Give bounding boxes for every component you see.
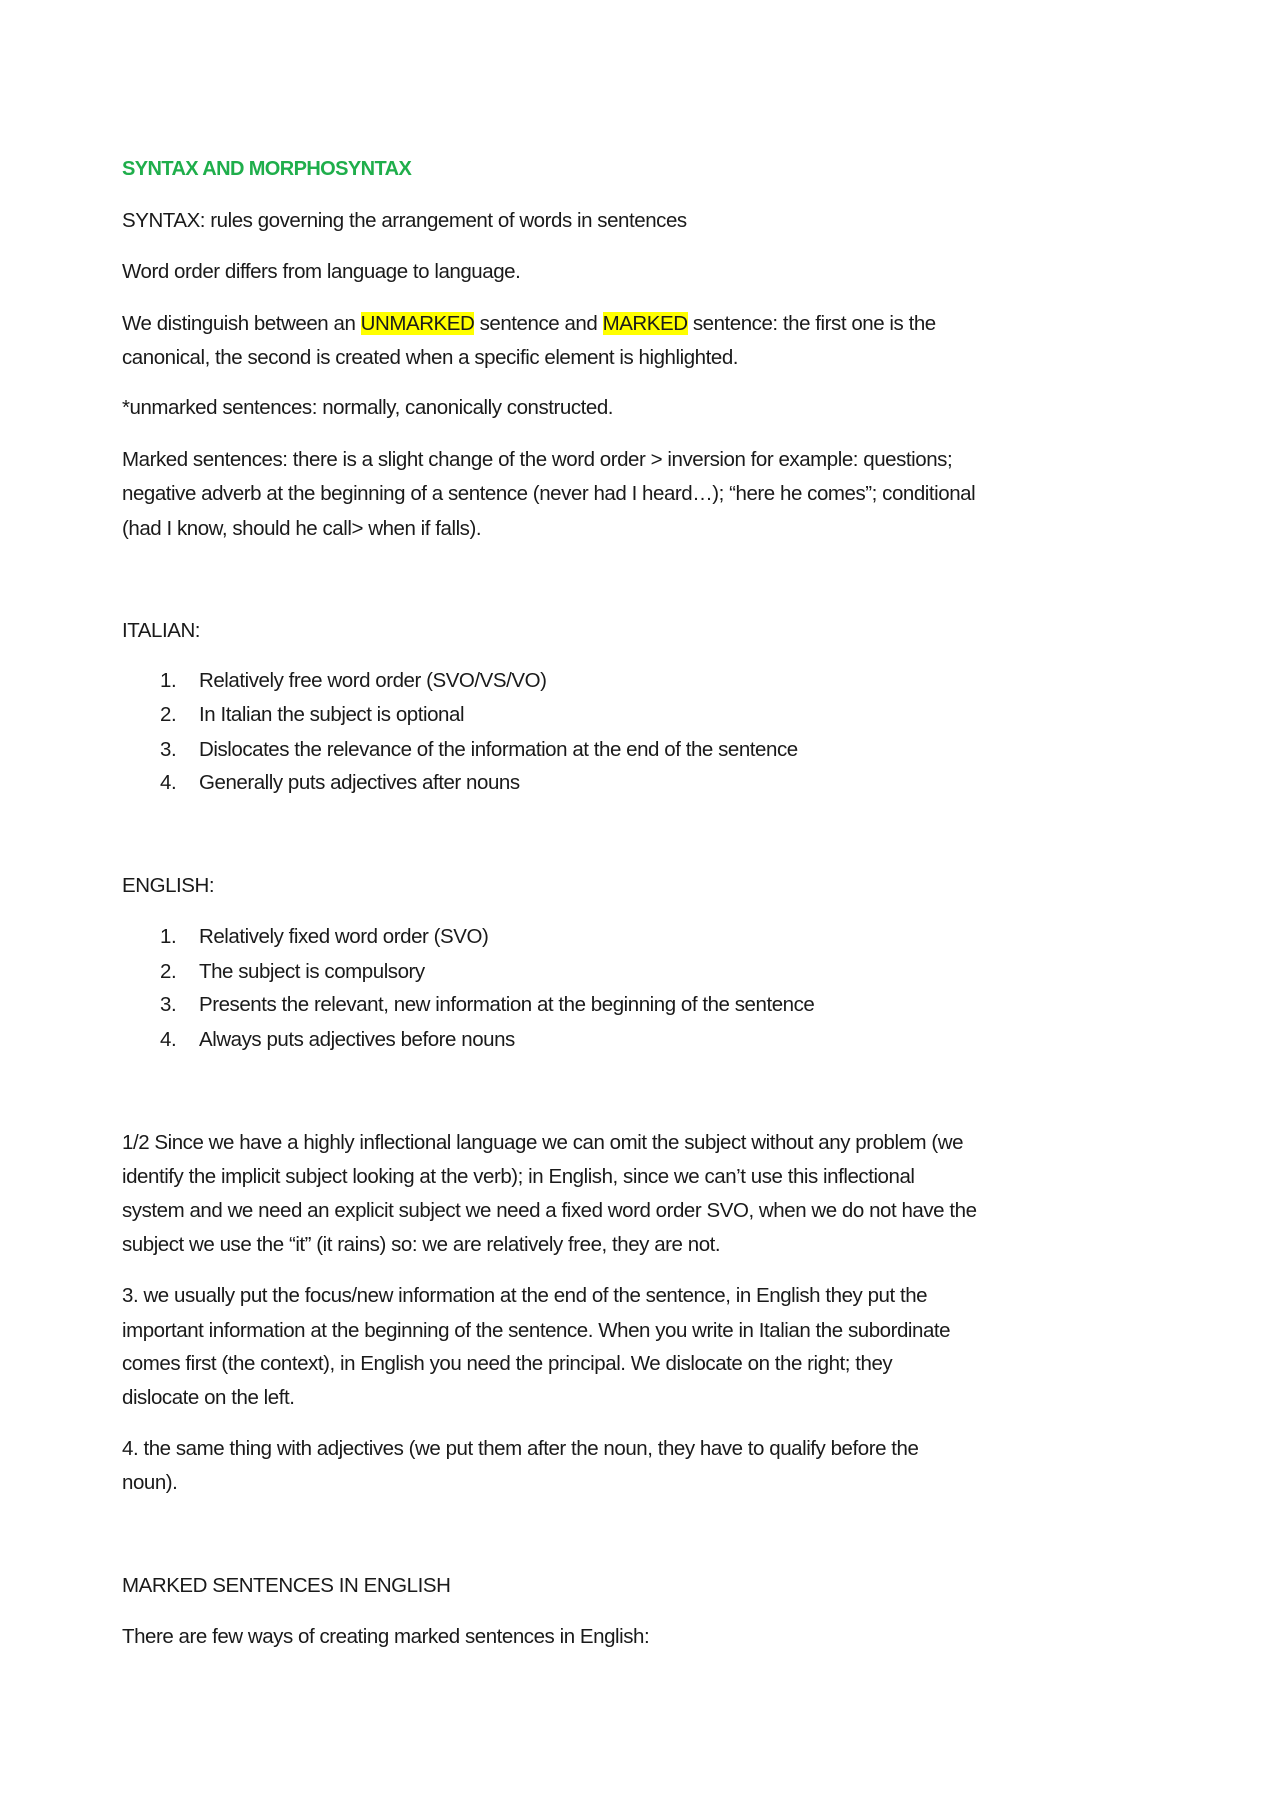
paragraph-3-line: important information at the beginning of the sentence. When you write in Italian the subordinate — [122, 1319, 951, 1342]
marked-sentences-heading: MARKED SENTENCES IN ENGLISH — [122, 1574, 451, 1597]
list-text: In Italian the subject is optional — [199, 703, 465, 726]
text: sentence and — [474, 312, 603, 335]
document-title: SYNTAX AND MORPHOSYNTAX — [122, 158, 412, 180]
list-text: Dislocates the relevance of the information at the end of the sentence — [199, 738, 798, 761]
list-text: Presents the relevant, new information at the beginning of the sentence — [199, 993, 815, 1016]
list-number: 1. — [160, 669, 177, 692]
paragraph-1-2-line: 1/2 Since we have a highly inflectional language we can omit the subject without any problem (we — [122, 1131, 964, 1154]
distinguish-line-1 — [122, 307, 936, 341]
paragraph-3-line: dislocate on the left. — [122, 1386, 295, 1409]
unmarked-note: *unmarked sentences: normally, canonically constructed. — [122, 396, 614, 419]
list-number: 4. — [160, 1028, 177, 1051]
marked-paragraph-line: Marked sentences: there is a slight change of the word order > inversion for example: questions; — [122, 448, 953, 471]
english-heading: ENGLISH: — [122, 874, 215, 897]
list-number: 3. — [160, 738, 177, 761]
list-text: Relatively free word order (SVO/VS/VO) — [199, 669, 547, 692]
distinguish-line-2: canonical, the second is created when a specific element is highlighted. — [122, 346, 739, 369]
list-number: 4. — [160, 771, 177, 794]
paragraph-4-line: noun). — [122, 1471, 178, 1494]
marked-sentences-intro: There are few ways of creating marked sentences in English: — [122, 1625, 650, 1648]
highlight-marked: MARKED — [602, 312, 688, 335]
paragraph-1-2-line: system and we need an explicit subject we need a fixed word order SVO, when we do not have the — [122, 1199, 977, 1222]
paragraph-3-line: 3. we usually put the focus/new information at the end of the sentence, in English they put the — [122, 1284, 928, 1307]
highlight-unmarked: UNMARKED — [360, 312, 475, 335]
text: sentence: the first one is the — [687, 312, 936, 335]
paragraph-4-line: 4. the same thing with adjectives (we put them after the noun, they have to qualify before the — [122, 1437, 919, 1460]
paragraph-3-line: comes first (the context), in English you need the principal. We dislocate on the right; they — [122, 1352, 893, 1375]
word-order-note: Word order differs from language to language. — [122, 260, 521, 283]
marked-paragraph-line: negative adverb at the beginning of a sentence (never had I heard…); “here he comes”; conditional — [122, 482, 976, 505]
paragraph-1-2-line: subject we use the “it” (it rains) so: we are relatively free, they are not. — [122, 1233, 721, 1256]
list-text: Always puts adjectives before nouns — [199, 1028, 515, 1051]
italian-heading: ITALIAN: — [122, 619, 201, 642]
list-number: 2. — [160, 703, 177, 726]
marked-paragraph-line: (had I know, should he call> when if falls). — [122, 517, 482, 540]
list-text: Relatively fixed word order (SVO) — [199, 925, 489, 948]
text: We distinguish between an — [122, 312, 361, 335]
syntax-definition: SYNTAX: rules governing the arrangement of words in sentences — [122, 209, 687, 232]
list-number: 2. — [160, 960, 177, 983]
list-number: 1. — [160, 925, 177, 948]
paragraph-1-2-line: identify the implicit subject looking at the verb); in English, since we can’t use this inflectional — [122, 1165, 915, 1188]
list-number: 3. — [160, 993, 177, 1016]
list-text: The subject is compulsory — [199, 960, 425, 983]
list-text: Generally puts adjectives after nouns — [199, 771, 520, 794]
